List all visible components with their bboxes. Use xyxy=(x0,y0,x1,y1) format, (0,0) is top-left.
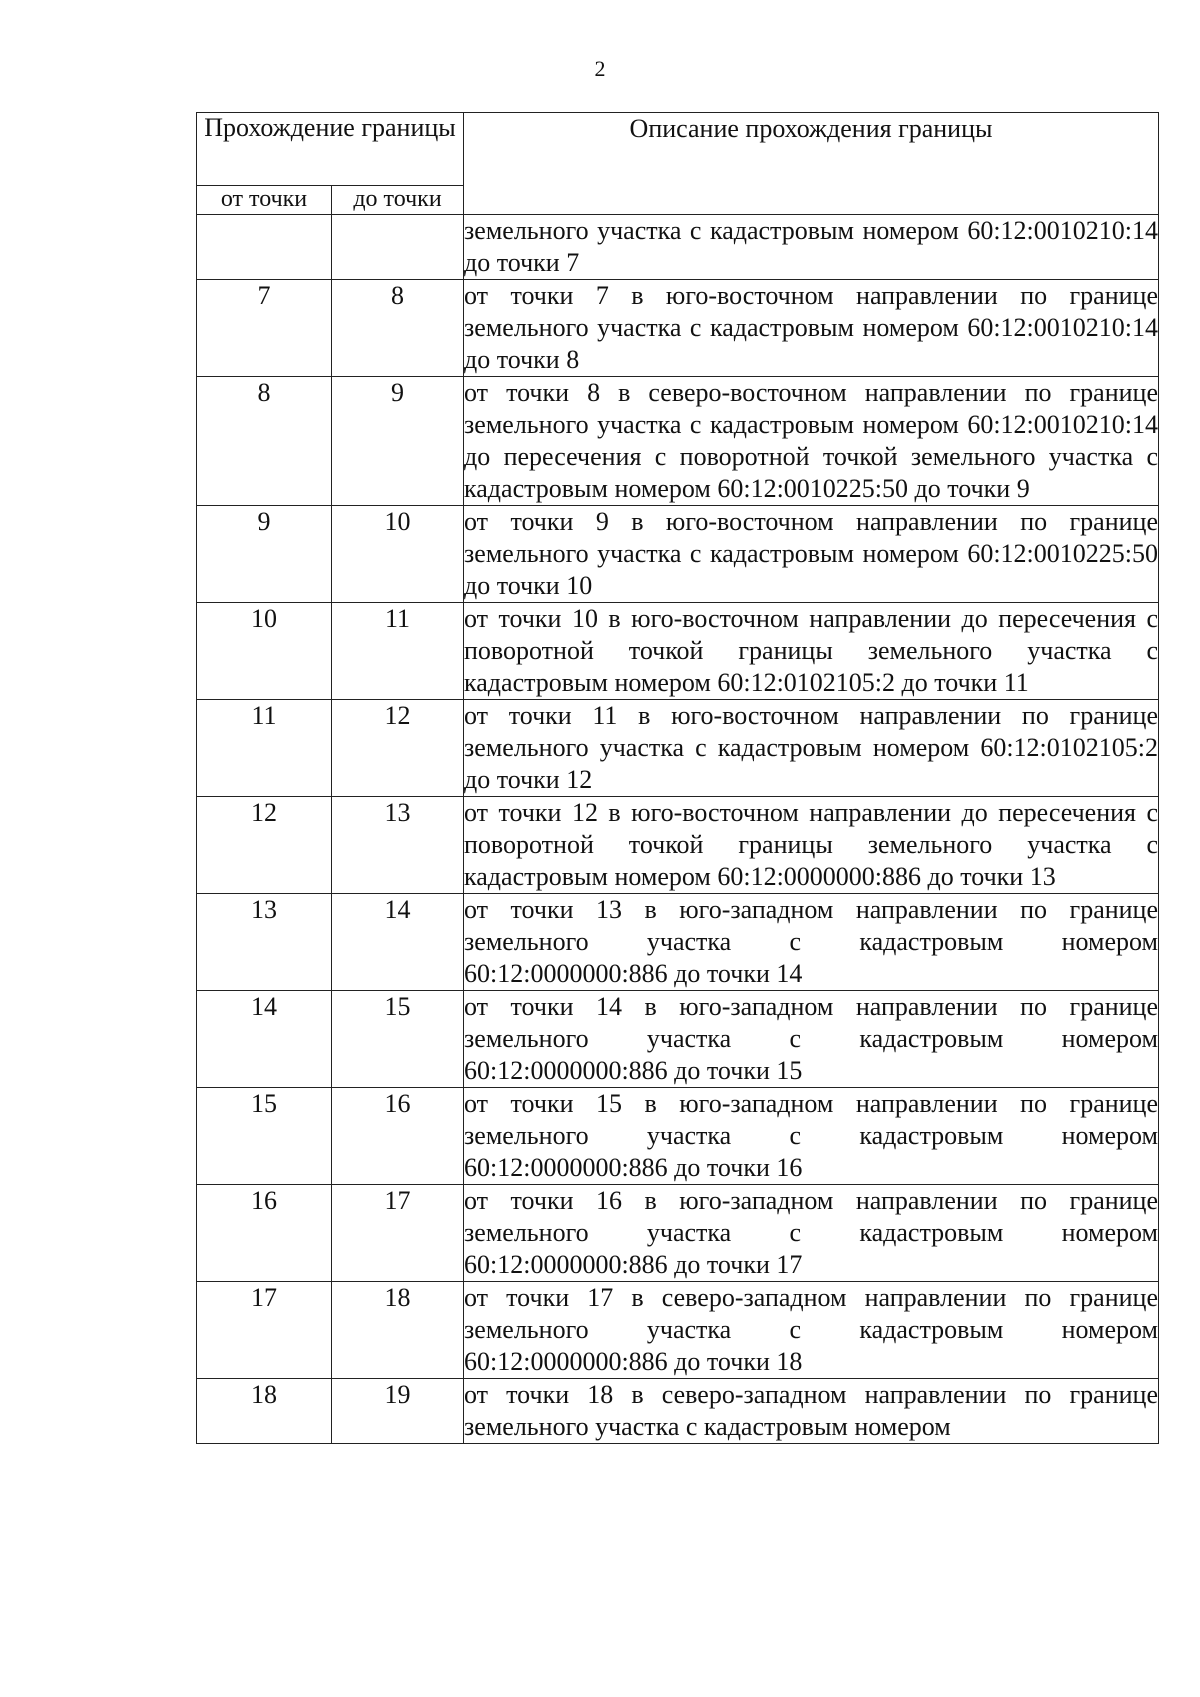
cell-from: 15 xyxy=(197,1088,332,1185)
cell-description: от точки 13 в юго-западном направлении по границе земельного участка с кадастровым номером 60:12:0000000:886 до точки 14 xyxy=(464,894,1159,991)
table-row xyxy=(197,506,1159,603)
cell-from: 16 xyxy=(197,1185,332,1282)
table-row xyxy=(197,1379,1159,1444)
cell-to: 13 xyxy=(332,797,464,894)
table-row xyxy=(197,1088,1159,1185)
cell-description: от точки 9 в юго-восточном направлении по границе земельного участка с кадастровым номером 60:12:0010225:50 до точки 10 xyxy=(464,506,1159,603)
cell-to: 9 xyxy=(332,377,464,506)
cell-description: от точки 16 в юго-западном направлении по границе земельного участка с кадастровым номером 60:12:0000000:886 до точки 17 xyxy=(464,1185,1159,1282)
cell-description: от точки 7 в юго-восточном направлении по границе земельного участка с кадастровым номером 60:12:0010210:14 до точки 8 xyxy=(464,280,1159,377)
cell-to: 10 xyxy=(332,506,464,603)
header-row xyxy=(197,113,1159,186)
cell-description: от точки 12 в юго-восточном направлении до пересечения с поворотной точкой границы земельного участка с кадастровым номером 60:12:0000000:886 до точки 13 xyxy=(464,797,1159,894)
cell-to: 19 xyxy=(332,1379,464,1444)
boundary-table xyxy=(196,112,1159,1444)
cell-to: 17 xyxy=(332,1185,464,1282)
cell-from: 7 xyxy=(197,280,332,377)
cell-to: 15 xyxy=(332,991,464,1088)
cell-to: 12 xyxy=(332,700,464,797)
header-passage: Прохождение границы xyxy=(197,113,464,186)
cell-to: 18 xyxy=(332,1282,464,1379)
table-row xyxy=(197,280,1159,377)
cell-to: 16 xyxy=(332,1088,464,1185)
cell-from: 11 xyxy=(197,700,332,797)
cell-description: от точки 18 в северо-западном направлении по границе земельного участка с кадастровым номером xyxy=(464,1379,1159,1444)
cell-description: от точки 14 в юго-западном направлении по границе земельного участка с кадастровым номером 60:12:0000000:886 до точки 15 xyxy=(464,991,1159,1088)
cell-from xyxy=(197,215,332,280)
cell-from: 13 xyxy=(197,894,332,991)
cell-from: 17 xyxy=(197,1282,332,1379)
header-to-point: до точки xyxy=(332,186,464,215)
table-row xyxy=(197,1185,1159,1282)
table-row xyxy=(197,377,1159,506)
cell-to xyxy=(332,215,464,280)
cell-description: земельного участка с кадастровым номером 60:12:0010210:14 до точки 7 xyxy=(464,215,1159,280)
cell-to: 14 xyxy=(332,894,464,991)
table-row-continuation xyxy=(197,215,1159,280)
cell-from: 12 xyxy=(197,797,332,894)
cell-description: от точки 11 в юго-восточном направлении по границе земельного участка с кадастровым номером 60:12:0102105:2 до точки 12 xyxy=(464,700,1159,797)
table-row xyxy=(197,1282,1159,1379)
table-row xyxy=(197,797,1159,894)
table-row xyxy=(197,894,1159,991)
header-description: Описание прохождения границы xyxy=(464,113,1159,215)
cell-from: 14 xyxy=(197,991,332,1088)
cell-description: от точки 8 в северо-восточном направлении по границе земельного участка с кадастровым номером 60:12:0010210:14 до пересечения с поворотной точкой земельного участка с кадастровым номером 60:12:0010225:50 до точки 9 xyxy=(464,377,1159,506)
cell-to: 11 xyxy=(332,603,464,700)
cell-to: 8 xyxy=(332,280,464,377)
cell-description: от точки 10 в юго-восточном направлении до пересечения с поворотной точкой границы земельного участка с кадастровым номером 60:12:0102105:2 до точки 11 xyxy=(464,603,1159,700)
table-row xyxy=(197,991,1159,1088)
table-row xyxy=(197,603,1159,700)
page-number: 2 xyxy=(594,56,606,81)
cell-from: 10 xyxy=(197,603,332,700)
cell-from: 9 xyxy=(197,506,332,603)
header-from-point: от точки xyxy=(197,186,332,215)
cell-description: от точки 17 в северо-западном направлении по границе земельного участка с кадастровым номером 60:12:0000000:886 до точки 18 xyxy=(464,1282,1159,1379)
cell-from: 18 xyxy=(197,1379,332,1444)
cell-description: от точки 15 в юго-западном направлении по границе земельного участка с кадастровым номером 60:12:0000000:886 до точки 16 xyxy=(464,1088,1159,1185)
table-row xyxy=(197,700,1159,797)
cell-from: 8 xyxy=(197,377,332,506)
